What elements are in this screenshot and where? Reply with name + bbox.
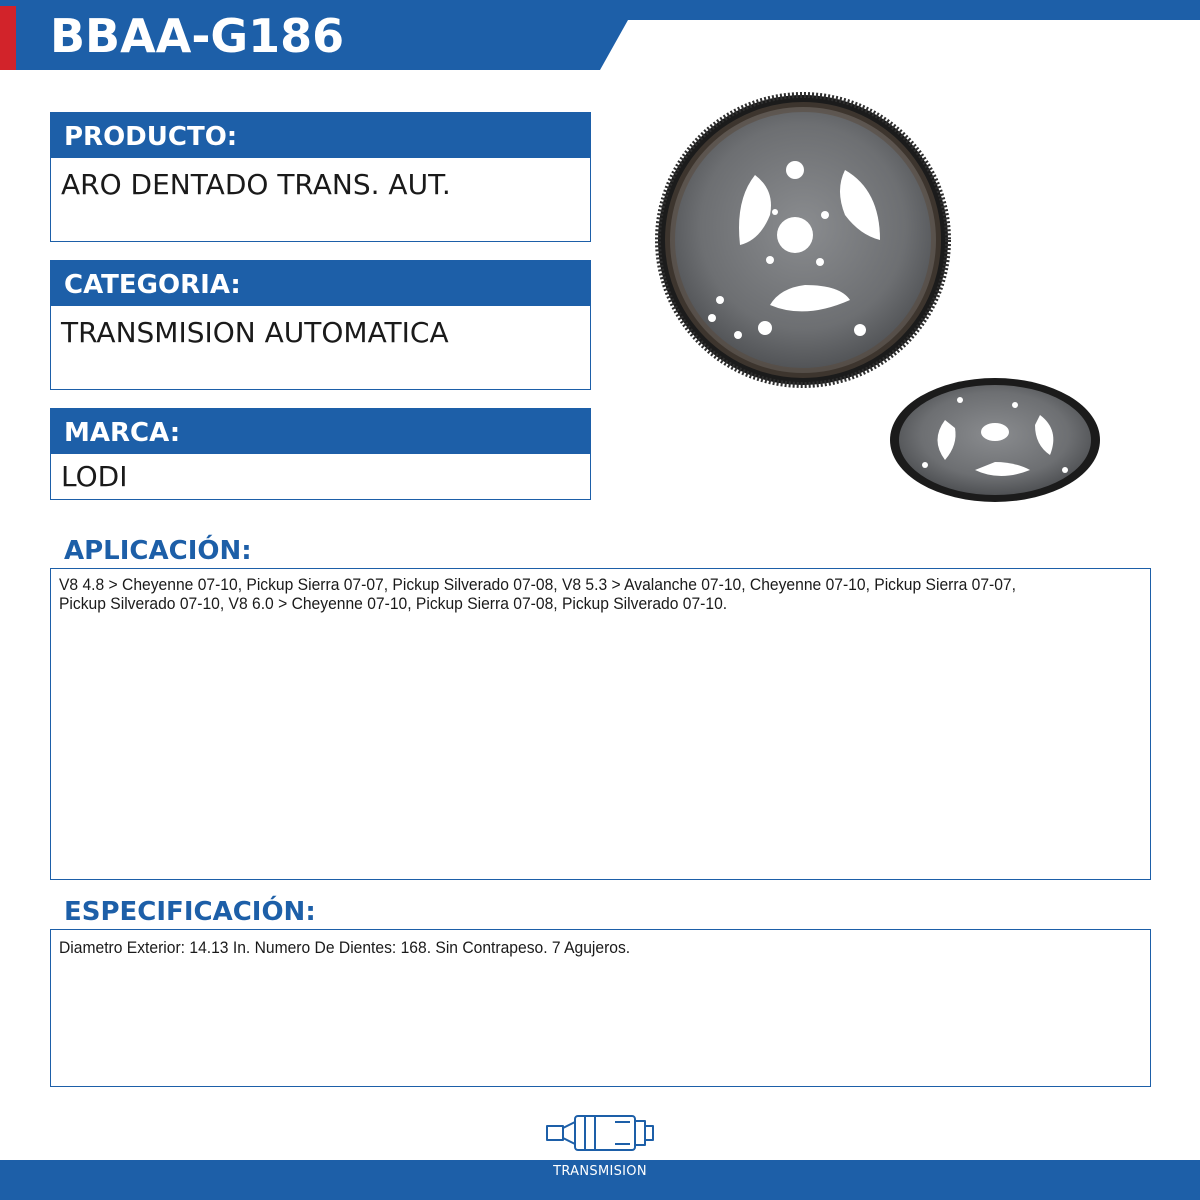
aplicacion-text-line1: V8 4.8 > Cheyenne 07-10, Pickup Sierra 07-07, Pickup Silverado 07-08, V8 5.3 > Avalanche 07-10, Cheyenne 07-10, Pickup Sierra 07-07, xyxy=(59,575,1016,594)
categoria-value: TRANSMISION AUTOMATICA xyxy=(50,306,591,390)
field-producto xyxy=(50,112,591,242)
especificacion-box xyxy=(50,929,1151,1087)
especificacion-text: Diametro Exterior: 14.13 In. Numero De Dientes: 168. Sin Contrapeso. 7 Agujeros. xyxy=(59,938,631,957)
producto-label: PRODUCTO: xyxy=(50,112,591,158)
especificacion-heading: ESPECIFICACIÓN: xyxy=(64,897,316,927)
categoria-label: CATEGORIA: xyxy=(50,260,591,306)
field-marca xyxy=(50,408,591,500)
field-categoria xyxy=(50,260,591,390)
aplicacion-text-line2: Pickup Silverado 07-10, V8 6.0 > Cheyenne 07-10, Pickup Sierra 07-08, Pickup Silverado 07-10. xyxy=(59,594,728,613)
producto-value: ARO DENTADO TRANS. AUT. xyxy=(50,158,591,242)
aplicacion-box xyxy=(50,568,1151,880)
product-image xyxy=(640,80,1200,520)
flexplate-small-illustration xyxy=(890,378,1100,502)
marca-value: LODI xyxy=(50,454,591,500)
product-code-title: BBAA-G186 xyxy=(50,9,345,63)
footer-label: TRANSMISION xyxy=(553,1164,647,1179)
transmission-icon xyxy=(545,1112,657,1154)
marca-label: MARCA: xyxy=(50,408,591,454)
flexplate-large-illustration xyxy=(658,95,948,385)
aplicacion-heading: APLICACIÓN: xyxy=(64,536,252,566)
